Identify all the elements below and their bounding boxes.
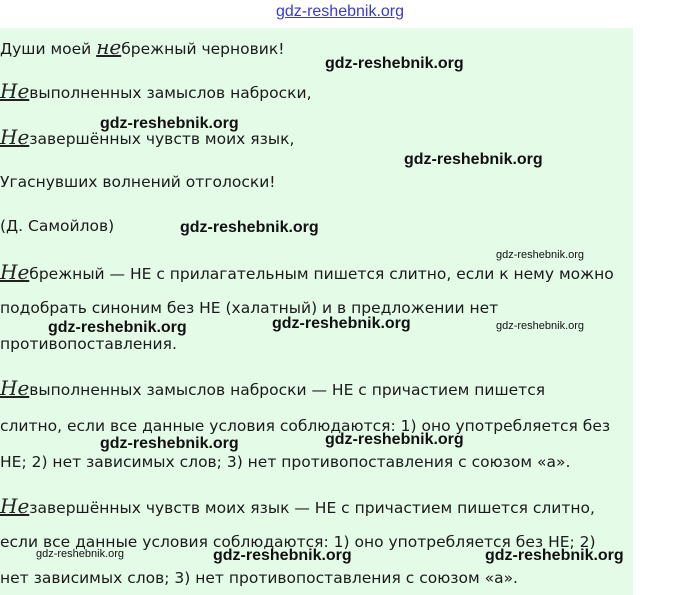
ne-prefix: Не: [0, 79, 30, 103]
watermark: gdz-reshebnik.org: [496, 320, 585, 332]
explanation-2-line-3: НЕ; 2) нет зависимых слов; 3) нет противопоставления с союзом «а».: [0, 453, 571, 471]
poem-line-3-text: завершённых чувств моих язык,: [29, 130, 295, 148]
explanation-1-line-2: подобрать синоним без НЕ (халатный) и в предложении нет: [0, 299, 499, 317]
explanation-text: выполненных замыслов наброски — НЕ с причастием пишется: [29, 381, 546, 399]
ne-prefix: Не: [0, 260, 30, 284]
poem-line-1: [0, 37, 284, 59]
ne-prefix: не: [96, 35, 122, 59]
explanation-3-line-2: если все данные условия соблюдаются: 1) оно употребляется без НЕ; 2): [0, 533, 596, 551]
explanation-1-line-3: противопоставления.: [0, 335, 177, 353]
explanation-text: брежный — НЕ с прилагательным пишется слитно, если к нему можно: [29, 265, 614, 283]
poem-line-1-end: брежный черновик!: [121, 40, 285, 58]
ne-prefix: Не: [0, 125, 30, 149]
content-panel: [0, 28, 633, 595]
ne-prefix: Не: [0, 494, 30, 518]
watermark: gdz-reshebnik.org: [36, 548, 125, 560]
watermark: gdz-reshebnik.org: [180, 219, 319, 236]
watermark: gdz-reshebnik.org: [100, 115, 239, 132]
site-header-watermark: gdz-reshebnik.org: [275, 3, 405, 20]
watermark: gdz-reshebnik.org: [485, 547, 624, 564]
watermark: gdz-reshebnik.org: [272, 315, 411, 332]
explanation-3-line-3: нет зависимых слов; 3) нет противопоставления с союзом «а».: [0, 569, 518, 587]
explanation-text: завершённых чувств моих язык — НЕ с причастием пишется слитно,: [29, 499, 595, 517]
explanation-2-line-1: [0, 378, 545, 400]
ne-prefix: Не: [0, 376, 30, 400]
poem-author: (Д. Самойлов): [0, 217, 115, 235]
poem-line-4: Угаснувших волнений отголоски!: [0, 173, 276, 191]
watermark: gdz-reshebnik.org: [325, 431, 464, 448]
watermark: gdz-reshebnik.org: [325, 55, 464, 72]
poem-line-2: [0, 81, 312, 103]
poem-line-2-text: выполненных замыслов наброски,: [29, 84, 312, 102]
watermark: gdz-reshebnik.org: [100, 435, 239, 452]
watermark: gdz-reshebnik.org: [213, 547, 352, 564]
watermark: gdz-reshebnik.org: [48, 319, 187, 336]
watermark: gdz-reshebnik.org: [496, 249, 585, 261]
explanation-2-line-2: слитно, если все данные условия соблюдаются: 1) оно употребляется без: [0, 417, 611, 435]
explanation-3-line-1: [0, 496, 595, 518]
poem-line-1-start: Души моей: [0, 40, 97, 58]
watermark: gdz-reshebnik.org: [404, 151, 543, 168]
explanation-1-line-1: [0, 262, 614, 284]
